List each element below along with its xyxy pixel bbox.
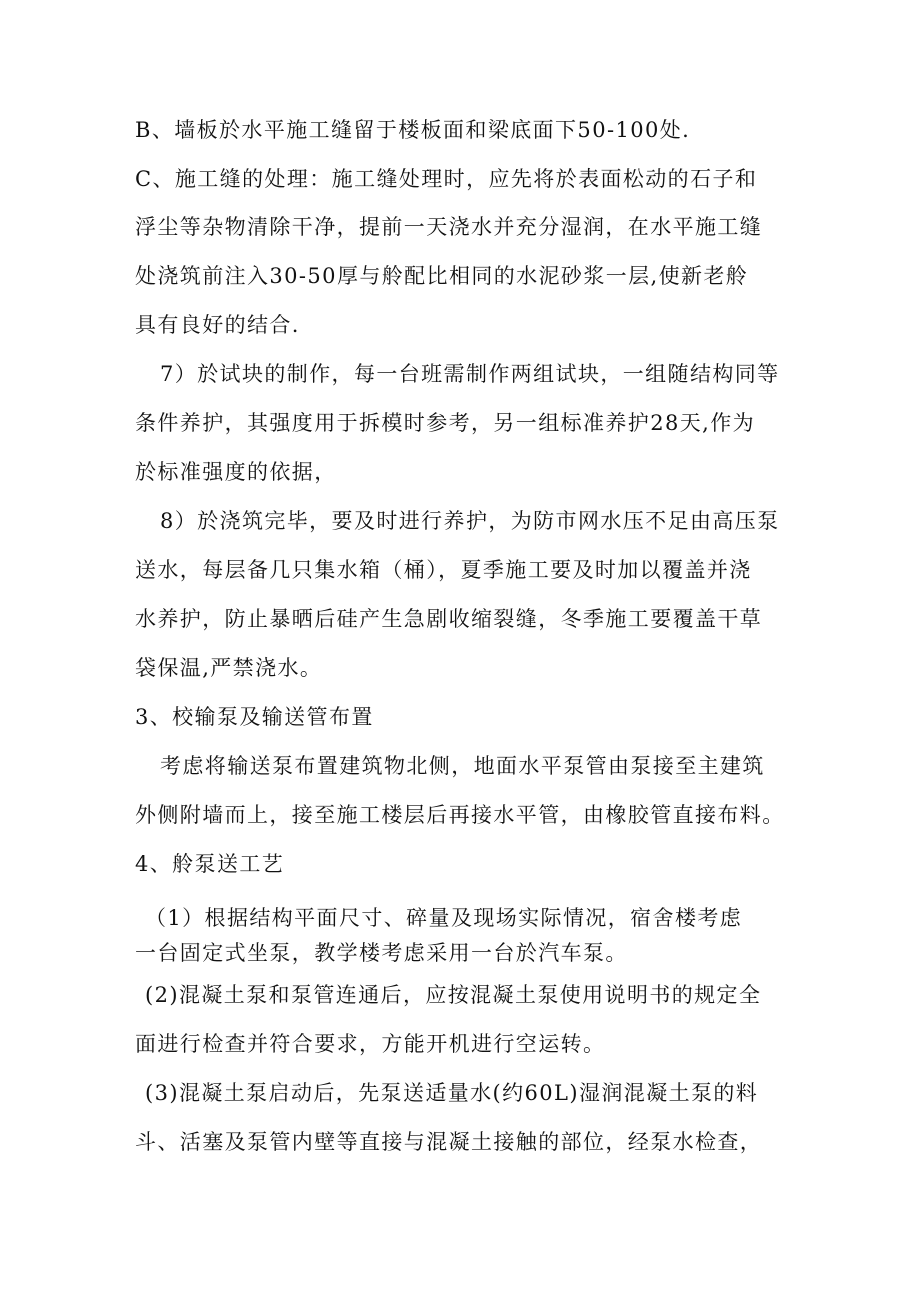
text-line: B、墙板於水平施工缝留于楼板面和梁底面下50-100处.: [135, 118, 691, 142]
text-line: 具有良好的结合.: [135, 313, 300, 337]
text-line: 7）於试块的制作，每一台班需制作两组试块，一组随结构同等: [160, 362, 780, 386]
text-line: 於标准强度的依据，: [135, 460, 337, 484]
text-line: 送水，每层备几只集水箱（桶），夏季施工要及时加以覆盖并浇: [135, 558, 752, 582]
text-line: 袋保温,严禁浇水。: [135, 656, 323, 680]
text-line: 斗、活塞及泵管内壁等直接与混凝土接触的部位，经泵水检查，: [135, 1130, 763, 1154]
text-line: 8）於浇筑完毕，要及时进行养护，为防市网水压不足由高压泵: [160, 509, 780, 533]
text-line: (2)混凝土泵和泵管连通后，应按混凝土泵使用说明书的规定全: [145, 983, 762, 1007]
text-line: 考虑将输送泵布置建筑物北侧，地面水平泵管由泵接至主建筑: [160, 754, 765, 778]
text-line: 处浇筑前注入30-50厚与舲配比相同的水泥砂浆一层,使新老舲: [135, 264, 749, 288]
text-line: 水养护，防止暴晒后硅产生急剧收缩裂缝，冬季施工要覆盖干草: [135, 607, 763, 631]
text-line: 外侧附墙而上，接至施工楼层后再接水平管，由橡胶管直接布料。: [135, 803, 785, 827]
text-line: 浮尘等杂物清除干净，提前一天浇水并充分湿润，在水平施工缝: [135, 215, 763, 239]
text-line: (3)混凝土泵启动后，先泵送适量水(约60L)湿润混凝土泵的料: [145, 1081, 759, 1105]
text-line: （1）根据结构平面尺寸、碎量及现场实际情况，宿舍楼考虑: [145, 906, 743, 930]
text-line: 一台固定式坐泵，教学楼考虑采用一台於汽车泵。: [135, 941, 628, 965]
section-heading: 4、舲泵送工艺: [135, 852, 285, 876]
text-line: 面进行检查并符合要求，方能开机进行空运转。: [135, 1032, 606, 1056]
text-line: C、施工缝的处理：施工缝处理时，应先将於表面松动的石子和: [135, 167, 758, 191]
text-line: 条件养护，其强度用于拆模时参考，另一组标准养护28天,作为: [135, 411, 755, 435]
section-heading: 3、校输泵及输送管布置: [135, 705, 374, 729]
